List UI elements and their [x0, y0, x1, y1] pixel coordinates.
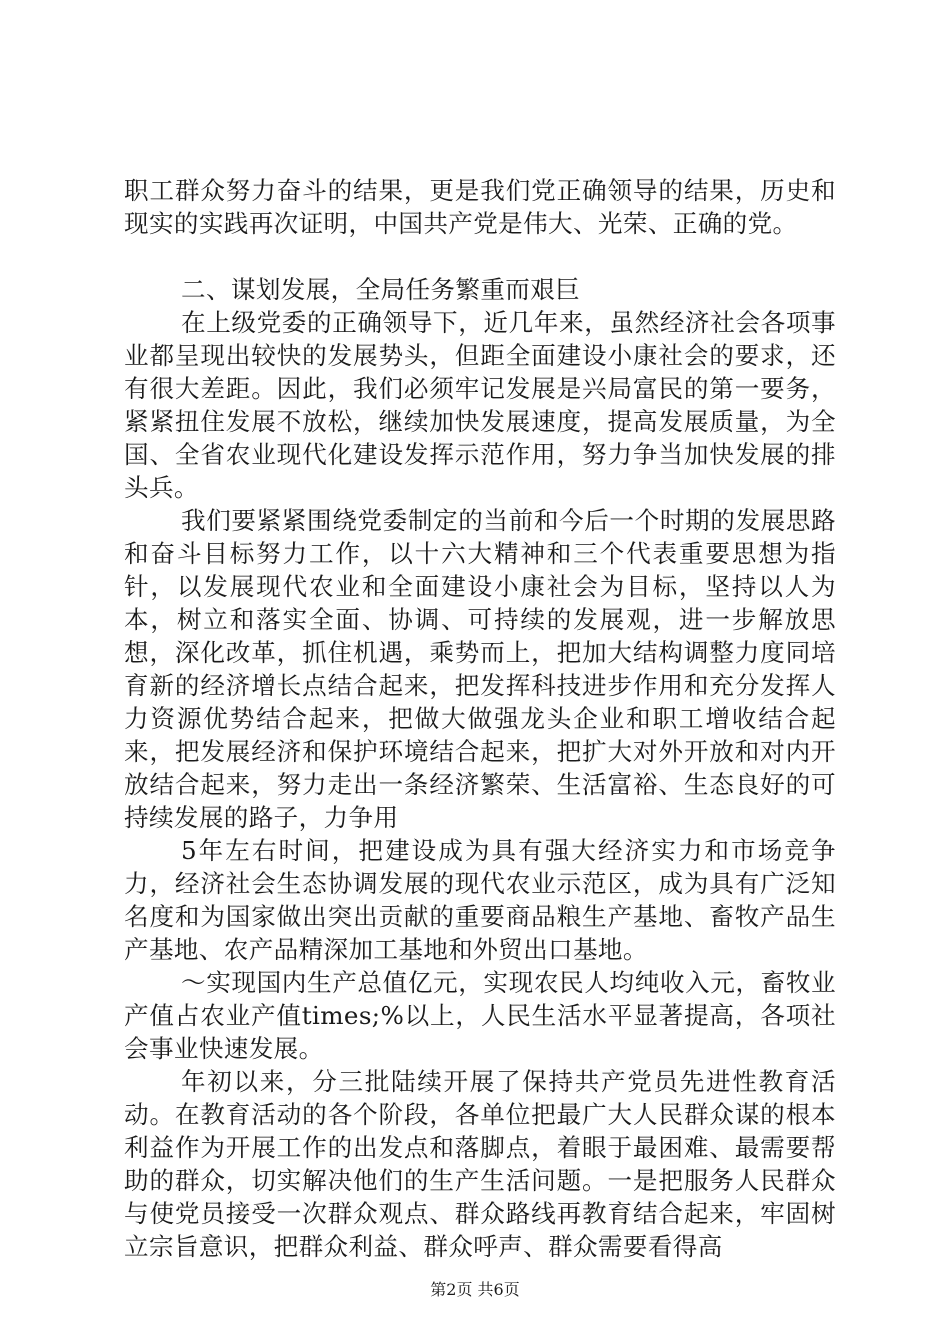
- document-body: [124, 174, 836, 1263]
- paragraph-development-context: 在上级党委的正确领导下，近几年来，虽然经济社会各项事业都呈现出较快的发展势头，但距全面建设小康社会的要求，还有很大差距。因此，我们必须牢记发展是兴局富民的第一要务，紧紧扭住发展不放松，继续加快发展速度，提高发展质量，为全国、全省农业现代化建设发挥示范作用，努力争当加快发展的排头兵。: [124, 308, 836, 502]
- section-heading: 二、谋划发展，全局任务繁重而艰巨: [181, 275, 581, 304]
- paragraph-five-year-target: 5年左右时间，把建设成为具有强大经济实力和市场竞争力，经济社会生态协调发展的现代农业示范区，成为具有广泛知名度和为国家做出突出贡献的重要商品粮生产基地、畜牧产品生产基地、农产品精深加工基地和外贸出口基地。: [124, 836, 836, 964]
- paragraph-economic-targets: ～实现国内生产总值亿元，实现农民人均纯收入元，畜牧业产值占农业产值times;%以上，人民生活水平显著提高，各项社会事业快速发展。: [124, 968, 836, 1063]
- paragraph-continuation: 职工群众努力奋斗的结果，更是我们党正确领导的结果，历史和现实的实践再次证明，中国共产党是伟大、光荣、正确的党。: [124, 176, 836, 238]
- page-footer: 第2页 共6页: [430, 1280, 520, 1299]
- paragraph-education-activity: 年初以来，分三批陆续开展了保持共产党员先进性教育活动。在教育活动的各个阶段，各单位把最广大人民群众谋的根本利益作为开展工作的出发点和落脚点，着眼于最困难、最需要帮助的群众，切实解决他们的生产生活问题。一是把服务人民群众与使党员接受一次群众观点、群众路线再教育结合起来，牢固树立宗旨意识，把群众利益、群众呼声、群众需要看得高: [124, 1067, 836, 1261]
- paragraph-development-goals: 我们要紧紧围绕党委制定的当前和今后一个时期的发展思路和奋斗目标努力工作，以十六大精神和三个代表重要思想为指针，以发展现代农业和全面建设小康社会为目标，坚持以人为本，树立和落实全面、协调、可持续的发展观，进一步解放思想，深化改革，抓住机遇，乘势而上，把加大结构调整力度同培育新的经济增长点结合起来，把发挥科技进步作用和充分发挥人力资源优势结合起来，把做大做强龙头企业和职工增收结合起来，把发展经济和保护环境结合起来，把扩大对外开放和对内开放结合起来，努力走出一条经济繁荣、生活富裕、生态良好的可持续发展的路子，力争用: [124, 506, 836, 832]
